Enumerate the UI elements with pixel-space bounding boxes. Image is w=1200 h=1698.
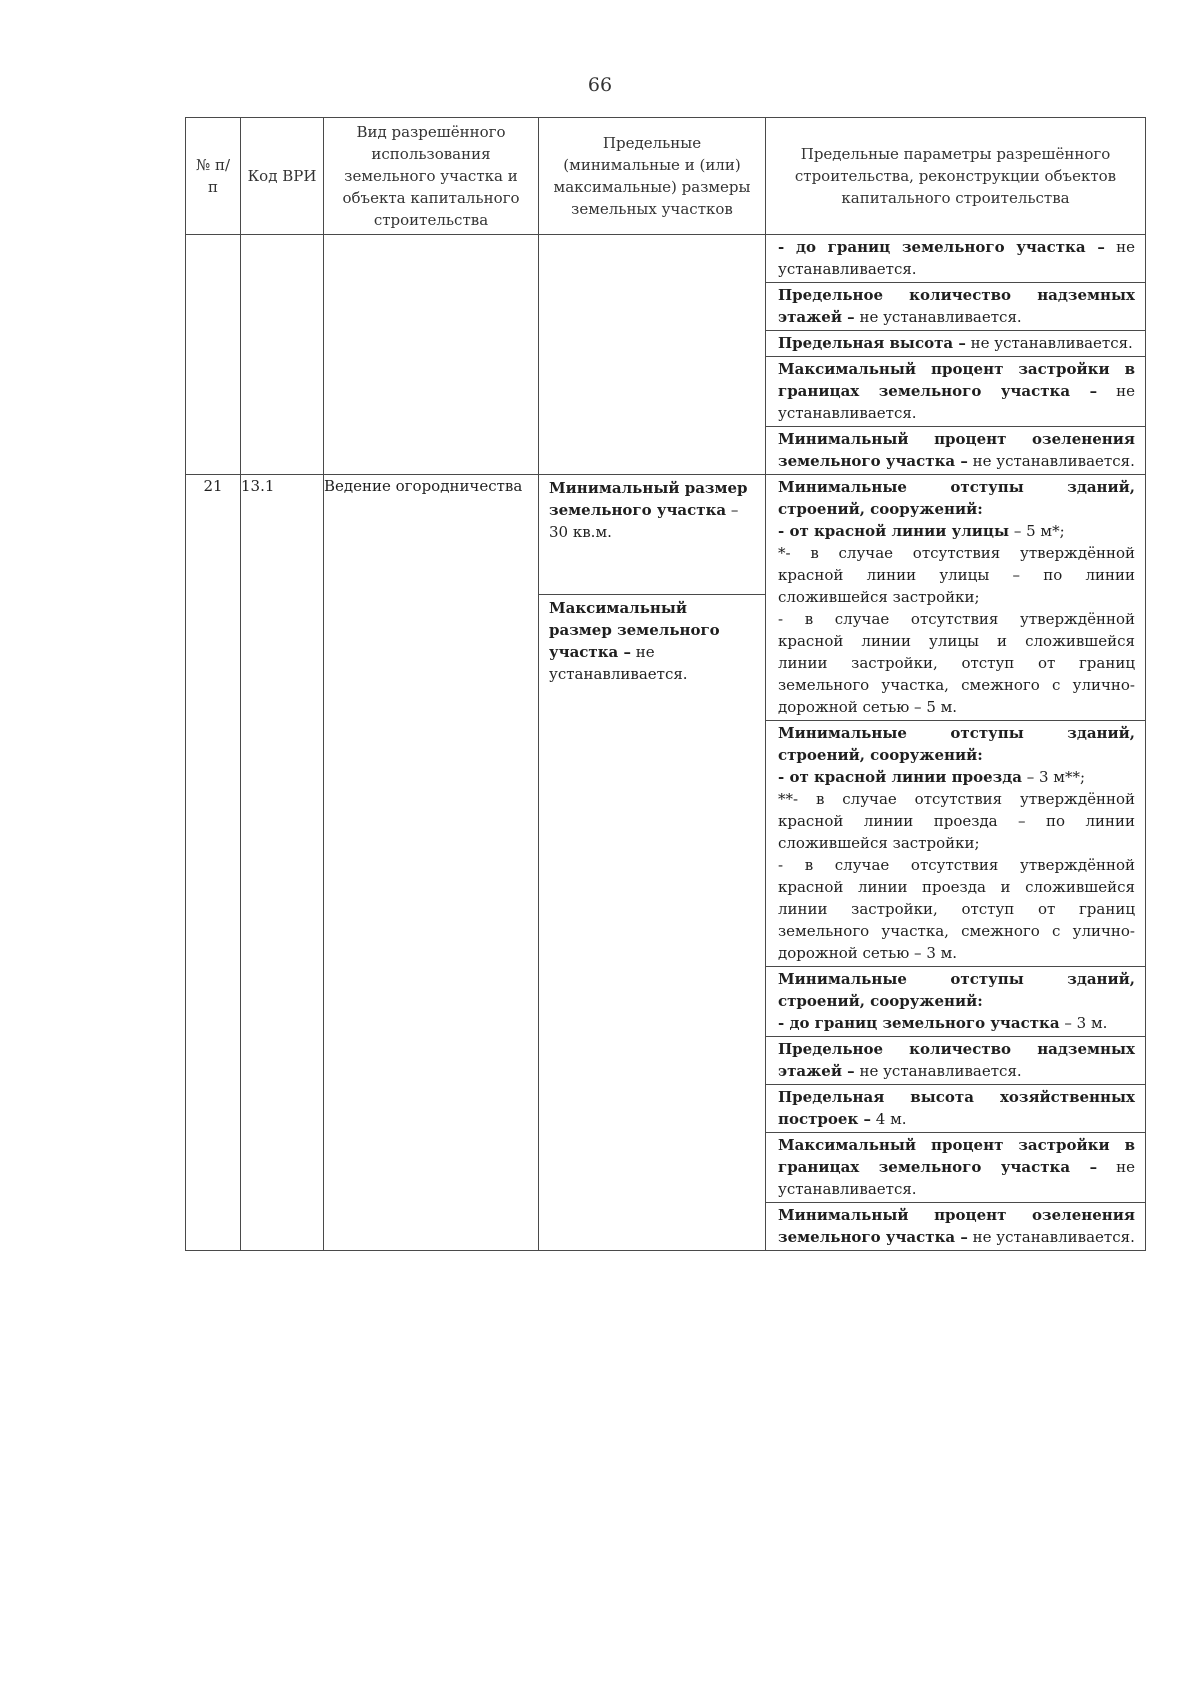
- param-bold-line-label: - до границ земельного участка: [778, 1014, 1060, 1032]
- param-note: - в случае отсутствия утверждённой красной линии улицы и сложившейся линии застройки, отступ от границ земельного участка, смежного с улично-дорожной сетью – 5 м.: [778, 610, 1135, 716]
- param-block: [766, 1203, 1145, 1250]
- param-value: не устанавливается.: [778, 238, 1135, 278]
- param-value: не устанавливается.: [778, 382, 1135, 422]
- table-row-continuation: [186, 235, 1146, 475]
- param-note: - в случае отсутствия утверждённой красной линии проезда и сложившейся линии застройки, отступ от границ земельного участка, смежного с улично-дорожной сетью – 3 м.: [778, 856, 1135, 962]
- size-block: [539, 475, 765, 595]
- regulations-table: [185, 117, 1146, 1251]
- row21-params-list: [766, 475, 1145, 1250]
- header-code: Код ВРИ: [241, 118, 324, 235]
- param-block: [766, 1037, 1145, 1085]
- param-block: [766, 721, 1145, 967]
- cell-num: 21: [186, 475, 241, 1251]
- param-heading: Минимальные отступы зданий, строений, сооружений:: [778, 970, 1135, 1010]
- param-value: не устанавливается.: [778, 1158, 1135, 1198]
- cell-sizes-empty: [539, 235, 766, 475]
- param-bold-line: [778, 520, 1135, 542]
- param-block: [766, 331, 1145, 357]
- header-params: Предельные параметры разрешённого строительства, реконструкции объектов капитального строительства: [766, 118, 1146, 235]
- cell-params-continuation: [766, 235, 1146, 475]
- header-sizes: Предельные (минимальные и (или) максимальные) размеры земельных участков: [539, 118, 766, 235]
- size-heading: Минимальный размер земельного участка: [549, 479, 748, 519]
- param-value: не устанавливается.: [854, 308, 1022, 326]
- cell-code-empty: [241, 235, 324, 475]
- page-number: 66: [587, 74, 613, 96]
- continuation-params-list: [766, 235, 1145, 474]
- param-bold-line-value: – 3 м**;: [1021, 768, 1086, 786]
- param-heading: - до границ земельного участка –: [778, 238, 1105, 256]
- size-block: [539, 595, 765, 687]
- param-heading: Минимальный процент озеленения земельного участка –: [778, 430, 1135, 470]
- cell-code: 13.1: [241, 475, 324, 1251]
- param-heading: Предельное количество надземных этажей –: [778, 1040, 1135, 1080]
- param-block: [766, 357, 1145, 427]
- cell-num-empty: [186, 235, 241, 475]
- param-block: [766, 1085, 1145, 1133]
- param-note: **- в случае отсутствия утверждённой красной линии проезда – по линии сложившейся застройки;: [778, 790, 1135, 852]
- param-bold-line-value: – 5 м*;: [1009, 522, 1065, 540]
- param-heading: Минимальный процент озеленения земельного участка –: [778, 1206, 1135, 1246]
- param-value: не устанавливается.: [854, 1062, 1022, 1080]
- param-block: [766, 283, 1145, 331]
- param-bold-line-value: – 3 м.: [1059, 1014, 1108, 1032]
- header-num: № п/п: [186, 118, 241, 235]
- param-bold-line-label: - от красной линии улицы: [778, 522, 1010, 540]
- param-heading: Максимальный процент застройки в границах земельного участка –: [778, 1136, 1135, 1176]
- param-heading: Минимальные отступы зданий, строений, сооружений:: [778, 478, 1135, 518]
- param-value: не устанавливается.: [967, 452, 1135, 470]
- table-row-21: [186, 475, 1146, 1251]
- param-block: [766, 967, 1145, 1037]
- param-heading: Предельное количество надземных этажей –: [778, 286, 1135, 326]
- table-header-row: [186, 118, 1146, 235]
- param-bold-line: [778, 1012, 1135, 1034]
- cell-type-empty: [324, 235, 539, 475]
- param-heading: Предельная высота хозяйственных построек –: [778, 1088, 1135, 1128]
- param-block: [766, 235, 1145, 283]
- param-block: [766, 427, 1145, 474]
- cell-type: Ведение огородничества: [324, 475, 539, 1251]
- size-heading: Максимальный размер земельного участка –: [549, 599, 720, 661]
- param-bold-line-label: - от красной линии проезда: [778, 768, 1022, 786]
- size-value: не устанавливается.: [549, 643, 688, 683]
- param-value: не устанавливается.: [967, 1228, 1135, 1246]
- cell-sizes: [539, 475, 766, 1251]
- param-note: *- в случае отсутствия утверждённой красной линии улицы – по линии сложившейся застройки;: [778, 544, 1135, 606]
- param-block: [766, 475, 1145, 721]
- param-bold-line: [778, 766, 1135, 788]
- param-heading: Предельная высота –: [778, 334, 966, 352]
- cell-params: [766, 475, 1146, 1251]
- param-value: 4 м.: [871, 1110, 907, 1128]
- param-heading: Минимальные отступы зданий, строений, сооружений:: [778, 724, 1135, 764]
- param-heading: Максимальный процент застройки в границах земельного участка –: [778, 360, 1135, 400]
- sizes-list: [539, 475, 765, 687]
- size-value: – 30 кв.м.: [549, 501, 739, 541]
- param-block: [766, 1133, 1145, 1203]
- param-value: не устанавливается.: [965, 334, 1133, 352]
- header-type: Вид разрешённого использования земельного участка и объекта капитального строительства: [324, 118, 539, 235]
